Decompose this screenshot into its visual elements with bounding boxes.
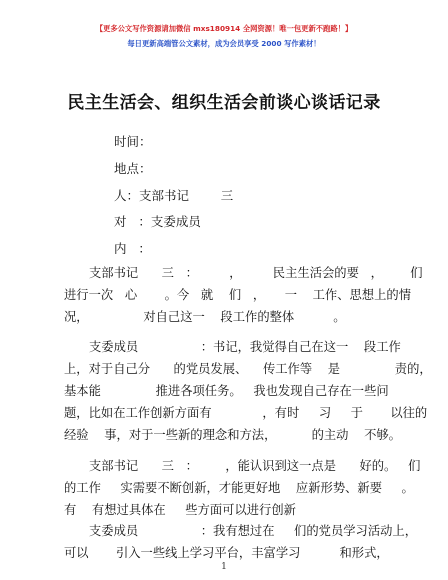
field-content: 内 ： (114, 241, 151, 256)
field-person: 人：支部书记 三 (114, 188, 234, 203)
paragraph-line: 支部书记 三 ： ，能认识到这一点是 好的。 们 (89, 459, 421, 473)
paragraph-line: 进行一次 心 。今 就 们 ， 一 工作、思想上的情 (64, 288, 411, 302)
paragraph-line: 有 有想过具体在 些方面可以进行创新 (64, 503, 296, 517)
paragraph-line: 经验 事，对于一些新的理念和方法， 的主动 不够。 (64, 428, 401, 442)
paragraph-line: 支部书记 三 ： ， 民主生活会的要 ， 们 (89, 266, 423, 280)
paragraph-line: 题，比如在工作创新方面有 ，有时 习 于 以往的 (64, 406, 428, 420)
paragraph-line: 可以 引入一些线上学习平台，丰富学习 和形式， (64, 546, 389, 560)
document-title: 民主生活会、组织生活会前谈心谈话记录 (67, 93, 381, 113)
promo-banner-line-1: 【更多公文写作资源请加微信 mxs180914 全网资源！唯一包更新不跑路！】 (95, 24, 353, 33)
paragraph-line: 况， 对自己这一 段工作的整体 。 (64, 310, 346, 324)
paragraph-line: 的工作 实需要不断创新，才能更好地 应新形势、新要 。 (64, 481, 414, 495)
paragraph-line: 支委成员 ：书记，我觉得自己在这一 段工作 (89, 340, 401, 354)
field-target: 对 ：支委成员 (114, 214, 201, 229)
field-place: 地点： (114, 161, 152, 176)
page-number: 1 (221, 562, 227, 572)
promo-banner-line-2: 每日更新高端管公文素材，成为会员享受 2000 写作素材！ (127, 39, 321, 48)
paragraph-line: 支委成员 ：我有想过在 们的党员学习活动上， (89, 524, 418, 538)
paragraph-line: 基本能 推进各项任务。 我也发现自己存在一些问 (64, 384, 389, 398)
paragraph-line: 上，对于自己分 的党员发展、 传工作等 是 责的， (64, 362, 432, 376)
field-time: 时间： (114, 134, 152, 149)
